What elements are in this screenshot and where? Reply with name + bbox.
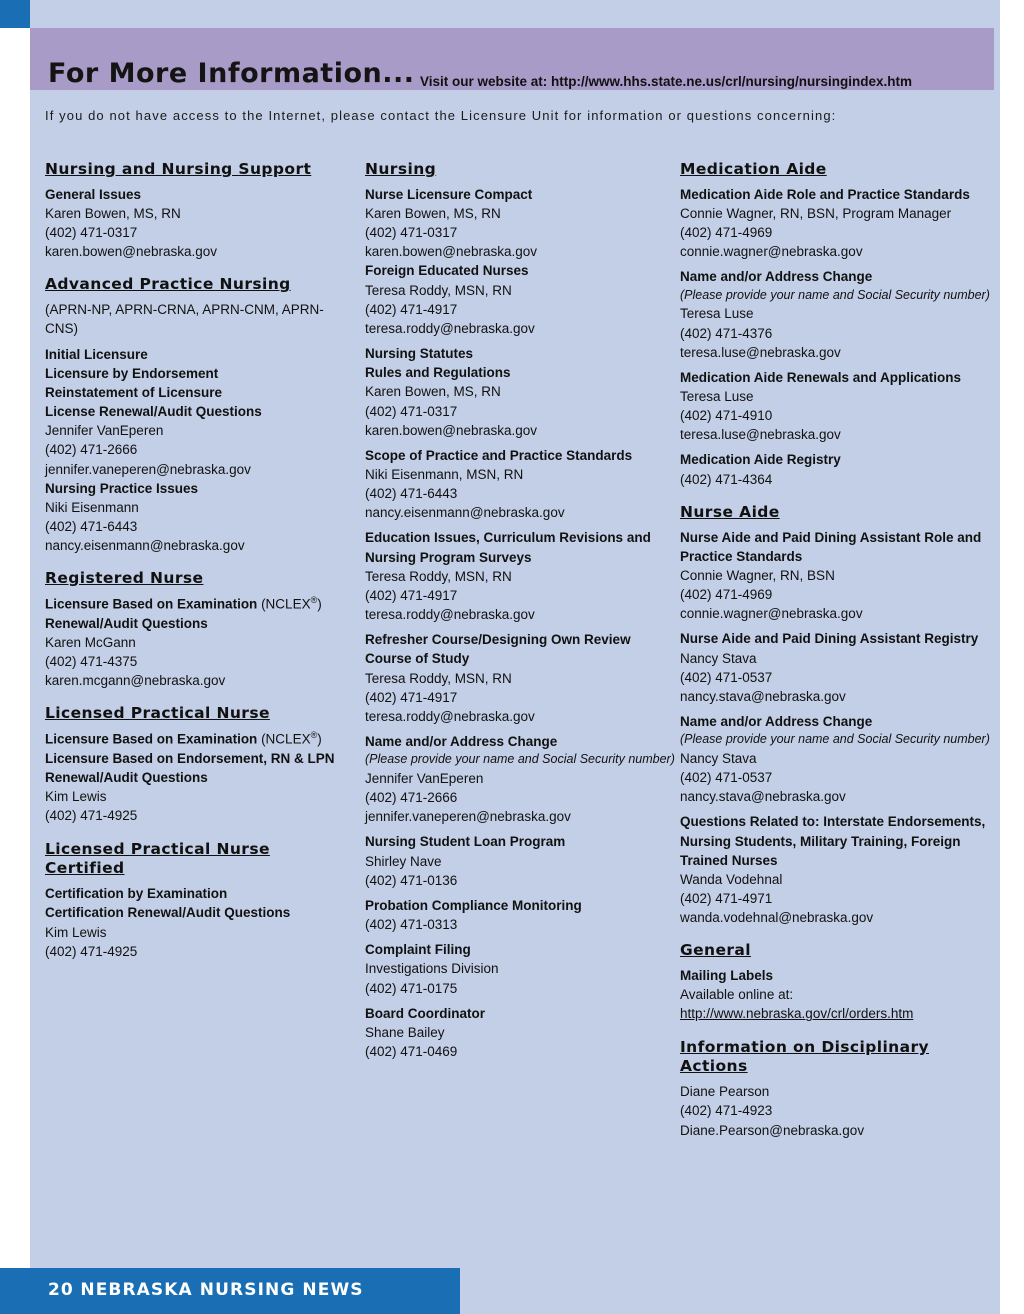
contact-value: Nancy Stava <box>680 650 757 666</box>
section-heading: Nursing and Nursing Support <box>45 160 312 178</box>
contact-section <box>45 704 350 825</box>
contact-note: (Please provide your name and Social Security number) <box>680 732 990 747</box>
section-heading: General <box>680 941 751 960</box>
contact-label: Nursing Statutes <box>365 346 474 362</box>
contact-value: (402) 471-4925 <box>45 943 138 959</box>
contact-label: Nurse Licensure Compact <box>365 186 533 202</box>
contact-value: Niki Eisenmann, MSN, RN <box>365 467 524 483</box>
contact-value: Karen Bowen, MS, RN <box>365 384 501 400</box>
contact-value: Connie Wagner, RN, BSN, Program Manager <box>680 205 952 221</box>
section-heading: Medication Aide <box>680 160 827 178</box>
section-heading: Registered Nurse <box>45 569 204 588</box>
contact-value: (402) 471-0537 <box>680 669 773 685</box>
nclex-note-close: ) <box>317 596 322 612</box>
contact-label: Board Coordinator <box>365 1005 485 1021</box>
contact-value: (402) 471-2666 <box>365 790 458 806</box>
contact-label: Name and/or Address Change <box>365 734 558 750</box>
contact-value: karen.bowen@nebraska.gov <box>365 422 538 438</box>
contact-label: Questions Related to: Interstate Endorsements, Nursing Students, Military Training, Foreign Trained Nurses <box>680 814 986 868</box>
contact-section <box>45 569 350 690</box>
contact-section <box>365 160 675 1061</box>
contact-value: Nancy Stava <box>680 750 757 766</box>
contact-value: teresa.luse@nebraska.gov <box>680 344 841 360</box>
contact-label: Mailing Labels <box>680 968 774 984</box>
contact-value: nancy.stava@nebraska.gov <box>680 688 846 704</box>
contact-value: (402) 471-4917 <box>365 587 458 603</box>
contact-label-main: Licensure Based on Examination <box>45 596 262 612</box>
contact-label: Education Issues, Curriculum Revisions and Nursing Program Surveys <box>365 530 651 565</box>
contact-value: Kim Lewis <box>45 924 107 940</box>
contact-value: Available online at: <box>680 987 794 1003</box>
contact-value: connie.wagner@nebraska.gov <box>680 244 863 260</box>
contact-value: (402) 471-4917 <box>365 301 458 317</box>
section-heading: Nurse Aide <box>680 502 780 521</box>
registered-mark: ® <box>310 730 318 741</box>
contact-value: (402) 471-4375 <box>45 654 138 670</box>
contact-value: Teresa Luse <box>680 306 754 322</box>
contact-value: Teresa Luse <box>680 388 754 404</box>
contact-value: Investigations Division <box>365 961 499 977</box>
contact-value: (402) 471-4364 <box>680 471 773 487</box>
contact-section <box>45 275 350 555</box>
contact-label-main: Licensure Based on Examination <box>45 731 262 747</box>
right-white-margin <box>1000 0 1024 1314</box>
contact-value: Jennifer VanEperen <box>45 423 164 439</box>
intro-text: If you do not have access to the Internet, please contact the Licensure Unit for information or questions concerning: <box>45 108 837 123</box>
contact-value: Karen McGann <box>45 634 136 650</box>
contact-label: Certification by Examination <box>45 886 228 902</box>
contact-value: Jennifer VanEperen <box>365 770 484 786</box>
contact-value: karen.bowen@nebraska.gov <box>45 244 218 260</box>
contact-value: teresa.luse@nebraska.gov <box>680 427 841 443</box>
contact-value: Shane Bailey <box>365 1024 445 1040</box>
contact-value: (402) 471-4910 <box>680 408 773 424</box>
contact-label: Nurse Aide and Paid Dining Assistant Registry <box>680 631 979 647</box>
contact-value: connie.wagner@nebraska.gov <box>680 606 863 622</box>
website-line: Visit our website at: http://www.hhs.state.ne.us/crl/nursing/nursingindex.htm <box>420 74 913 89</box>
contact-value: karen.bowen@nebraska.gov <box>365 244 538 260</box>
contact-label: Medication Aide Role and Practice Standards <box>680 186 970 202</box>
contact-label: Licensure Based on Endorsement, RN & LPN <box>45 750 335 766</box>
contact-label <box>45 594 350 614</box>
contact-value: teresa.roddy@nebraska.gov <box>365 708 535 724</box>
contact-label: Complaint Filing <box>365 942 471 958</box>
contact-label: General Issues <box>45 186 142 202</box>
contact-label: Medication Aide Registry <box>680 452 841 468</box>
contact-value: (402) 471-0175 <box>365 980 458 996</box>
contact-value: Diane Pearson <box>680 1084 770 1100</box>
contact-value: (402) 471-0313 <box>365 917 458 933</box>
nclex-note: (NCLEX <box>261 731 311 747</box>
contact-label: Renewal/Audit Questions <box>45 770 208 786</box>
contact-value: (402) 471-6443 <box>365 486 458 502</box>
nclex-note-close: ) <box>317 731 322 747</box>
contact-value: Teresa Roddy, MSN, RN <box>365 282 512 298</box>
contact-label: Nursing Student Loan Program <box>365 834 566 850</box>
external-link[interactable]: http://www.nebraska.gov/crl/orders.htm <box>680 1006 914 1022</box>
registered-mark: ® <box>310 595 318 606</box>
contact-label: Refresher Course/Designing Own Review Course of Study <box>365 632 631 667</box>
contact-value: Karen Bowen, MS, RN <box>45 205 181 221</box>
contact-value: jennifer.vaneperen@nebraska.gov <box>45 461 251 477</box>
footer-left-blue <box>0 1268 30 1314</box>
contact-label: Renewal/Audit Questions <box>45 615 208 631</box>
contact-value: teresa.roddy@nebraska.gov <box>365 607 535 623</box>
contact-section <box>45 840 350 961</box>
contact-label: License Renewal/Audit Questions <box>45 404 262 420</box>
contact-label: Scope of Practice and Practice Standards <box>365 447 633 463</box>
contact-value: (402) 471-0317 <box>45 225 138 241</box>
contact-value: nancy.eisenmann@nebraska.gov <box>45 538 245 554</box>
contact-section <box>45 160 350 261</box>
contact-section <box>680 941 998 1023</box>
contact-section <box>680 1038 998 1140</box>
contact-value: Kim Lewis <box>45 789 107 805</box>
section-heading: Information on Disciplinary Actions <box>680 1037 929 1076</box>
contact-value: (402) 471-4376 <box>680 325 773 341</box>
section-heading: Licensed Practical Nurse <box>45 704 270 723</box>
contact-note: (Please provide your name and Social Security number) <box>680 287 990 302</box>
contact-note: (Please provide your name and Social Security number) <box>365 752 675 767</box>
contact-value: teresa.roddy@nebraska.gov <box>365 320 535 336</box>
section-heading: Licensed Practical Nurse Certified <box>45 839 270 878</box>
contact-label: Licensure by Endorsement <box>45 365 219 381</box>
contact-label <box>45 729 350 749</box>
contact-value: (APRN-NP, APRN-CRNA, APRN-CNM, APRN-CNS) <box>45 302 324 337</box>
contact-value: (402) 471-4969 <box>680 587 773 603</box>
contact-section <box>680 160 998 489</box>
contact-value: (402) 471-4971 <box>680 891 773 906</box>
contact-value: (402) 471-0469 <box>365 1043 458 1059</box>
column-3 <box>680 160 998 1154</box>
contact-value: (402) 471-4969 <box>680 225 773 241</box>
contact-value: Diane.Pearson@nebraska.gov <box>680 1122 865 1138</box>
contact-value: (402) 471-0136 <box>365 872 458 888</box>
column-2 <box>365 160 675 1075</box>
contact-value: Shirley Nave <box>365 853 442 869</box>
contact-value: (402) 471-0317 <box>365 225 458 241</box>
contact-label: Nurse Aide and Paid Dining Assistant Role and Practice Standards <box>680 529 982 564</box>
contact-value: (402) 471-0537 <box>680 770 773 786</box>
contact-value: (402) 471-2666 <box>45 442 138 458</box>
contact-value: Niki Eisenmann <box>45 499 139 515</box>
contact-label: Name and/or Address Change <box>680 714 873 729</box>
contact-value: (402) 471-6443 <box>45 519 138 534</box>
contact-value: Wanda Vodehnal <box>680 871 783 887</box>
contact-value: (402) 471-4917 <box>365 689 458 705</box>
contact-label: Name and/or Address Change <box>680 269 873 285</box>
contact-value: (402) 471-4923 <box>680 1103 773 1119</box>
page-title: For More Information... <box>48 58 415 89</box>
contact-label: Probation Compliance Monitoring <box>365 897 582 913</box>
contact-value: nancy.eisenmann@nebraska.gov <box>365 505 565 521</box>
contact-value: jennifer.vaneperen@nebraska.gov <box>365 809 571 825</box>
footer-page-number: 20 <box>48 1280 74 1300</box>
column-1 <box>45 160 350 975</box>
contact-value: (402) 471-4925 <box>45 808 138 824</box>
contact-value: nancy.stava@nebraska.gov <box>680 789 846 805</box>
contact-label: Medication Aide Renewals and Applications <box>680 369 962 385</box>
contact-label: Certification Renewal/Audit Questions <box>45 905 291 921</box>
contact-value: (402) 471-0317 <box>365 403 458 419</box>
contact-value: karen.mcgann@nebraska.gov <box>45 673 226 689</box>
nclex-note: (NCLEX <box>261 596 311 612</box>
contact-value: wanda.vodehnal@nebraska.gov <box>680 910 874 926</box>
contact-value: Connie Wagner, RN, BSN <box>680 567 835 583</box>
contact-value: Karen Bowen, MS, RN <box>365 205 501 221</box>
contact-label: Rules and Regulations <box>365 365 511 381</box>
contact-label: Nursing Practice Issues <box>45 480 199 496</box>
section-heading: Nursing <box>365 160 437 178</box>
contact-label: Reinstatement of Licensure <box>45 384 223 400</box>
contact-value: Teresa Roddy, MSN, RN <box>365 670 512 686</box>
contact-section <box>680 503 998 928</box>
section-heading: Advanced Practice Nursing <box>45 275 291 294</box>
contact-label: Foreign Educated Nurses <box>365 263 529 279</box>
contact-label: Initial Licensure <box>45 346 148 362</box>
footer-publication: NEBRASKA NURSING NEWS <box>80 1280 364 1300</box>
footer-text <box>48 1280 364 1300</box>
contact-value: Teresa Roddy, MSN, RN <box>365 568 512 584</box>
